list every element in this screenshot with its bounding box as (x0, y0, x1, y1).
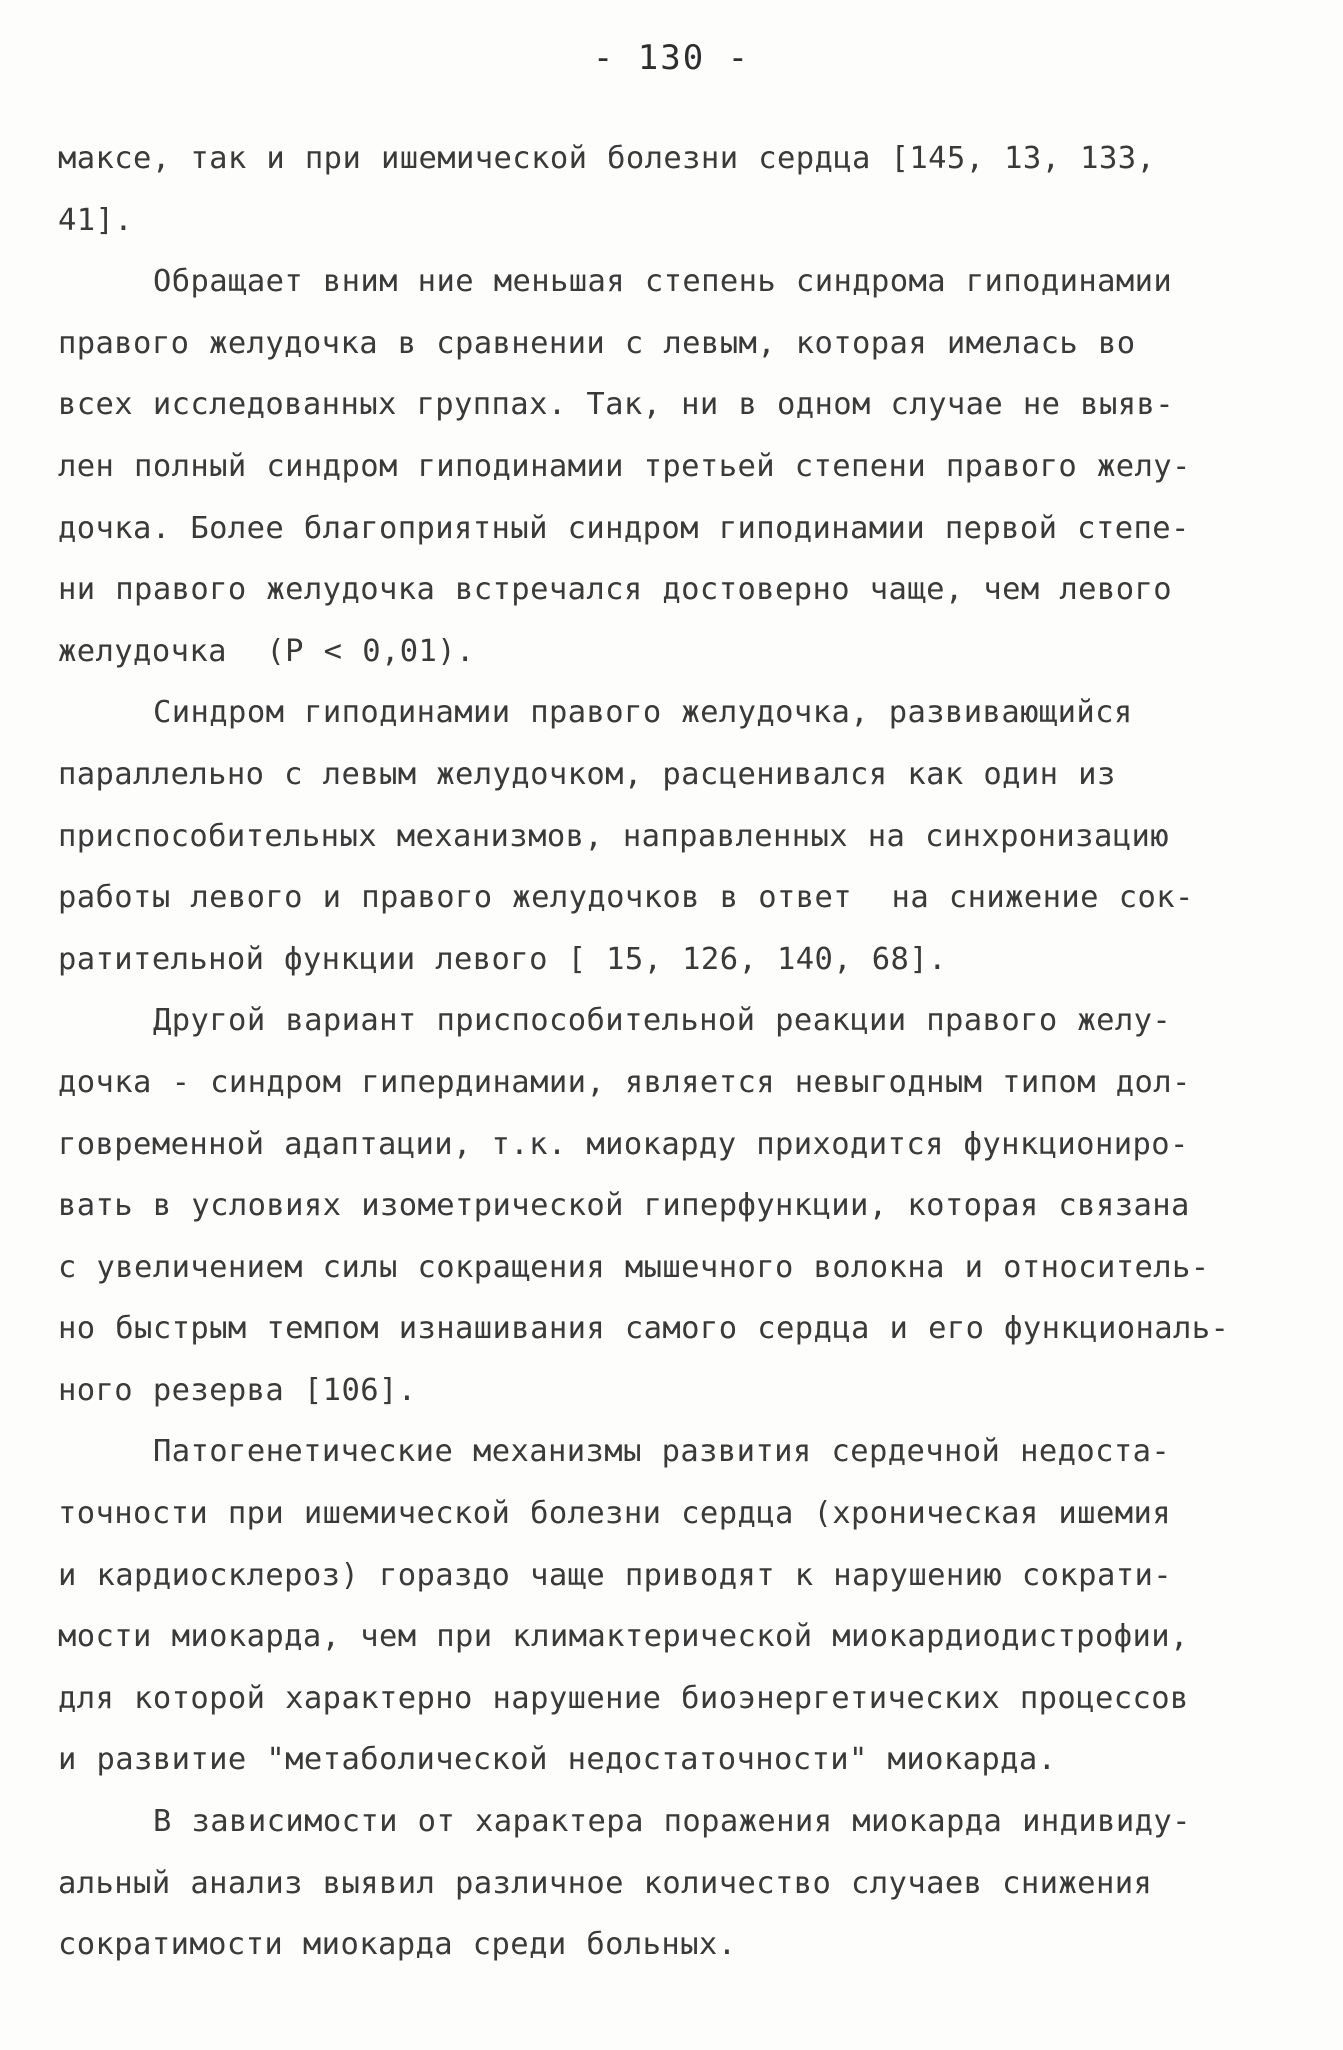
paragraph-3-line-4: работы левого и правого желудочков в ответ на снижение сок- (58, 880, 1194, 916)
paragraph-4-line-6: но быстрым темпом изнашивания самого сердца и его функциональ- (58, 1311, 1230, 1347)
paragraph-6-line-3: сократимости миокарда среди больных. (58, 1927, 737, 1963)
paragraph-4-line-5: с увеличением силы сокращения мышечного волокна и относитель- (58, 1249, 1210, 1285)
paragraph-4-line-4: вать в условиях изометрической гиперфункции, которая связана (58, 1188, 1190, 1224)
paragraph-2-line-3: всех исследованных группах. Так, ни в одном случае не выяв- (58, 387, 1174, 423)
paragraph-4-line-3: говременной адаптации, т.к. миокарду приходится функциониро- (58, 1126, 1189, 1162)
paragraph-3-line-2: параллельно с левым желудочком, расценивался как один из (58, 756, 1116, 792)
paragraph-2-line-6: ни правого желудочка встречался достоверно чаще, чем левого (58, 572, 1172, 608)
paragraph-1-line-1: максе, так и при ишемической болезни сердца [145, 13, 133, (58, 141, 1156, 176)
paragraph-4-line-1: Другой вариант приспособительной реакции правого желу- (153, 1003, 1172, 1039)
paragraph-5-line-4: мости миокарда, чем при климактерической миокардиодистрофии, (58, 1619, 1189, 1655)
paragraph-4-line-2: дочка - синдром гипердинамии, является невыгодным типом дол- (58, 1064, 1191, 1100)
paragraph-3-line-1: Синдром гиподинамии правого желудочка, развивающийся (153, 695, 1133, 731)
paragraph-6-line-1: В зависимости от характера поражения миокарда индивиду- (153, 1804, 1191, 1840)
paragraph-5-line-3: и кардиосклероз) гораздо чаще приводят к нарушению сократи- (58, 1557, 1172, 1593)
paragraph-3-line-5: ратительной функции левого [ 15, 126, 140, 68]. (58, 941, 947, 977)
paragraph-5-line-1: Патогенетические механизмы развития сердечной недоста- (153, 1434, 1171, 1470)
paragraph-5-line-5: для которой характерно нарушение биоэнергетических процессов (58, 1680, 1189, 1716)
paragraph-2-line-5: дочка. Более благоприятный синдром гиподинамии первой степе- (58, 510, 1190, 546)
paragraph-2-line-4: лен полный синдром гиподинамии третьей степени правого желу- (58, 448, 1191, 484)
paragraph-5-line-2: точности при ишемической болезни сердца (хроническая ишемия (58, 1496, 1171, 1532)
paragraph-1-line-2: 41]. (58, 202, 134, 238)
paragraph-2-line-7: желудочка (P < 0,01). (58, 633, 475, 669)
paragraph-3-line-3: приспособительных механизмов, направленных на синхронизацию (58, 818, 1169, 854)
paragraph-2-line-2: правого желудочка в сравнении с левым, которая имелась во (58, 325, 1136, 361)
page-number: - 130 - (592, 38, 751, 78)
paragraph-2-line-1: Обращает вним ние меньшая степень синдрома гиподинамии (153, 264, 1173, 300)
body-text (58, 128, 1308, 1976)
paragraph-5-line-6: и развитие "метаболической недостаточности" миокарда. (58, 1742, 1057, 1778)
paragraph-4-line-7: ного резерва [106]. (58, 1372, 417, 1408)
paragraph-6-line-2: альный анализ выявил различное количество случаев снижения (58, 1865, 1153, 1901)
